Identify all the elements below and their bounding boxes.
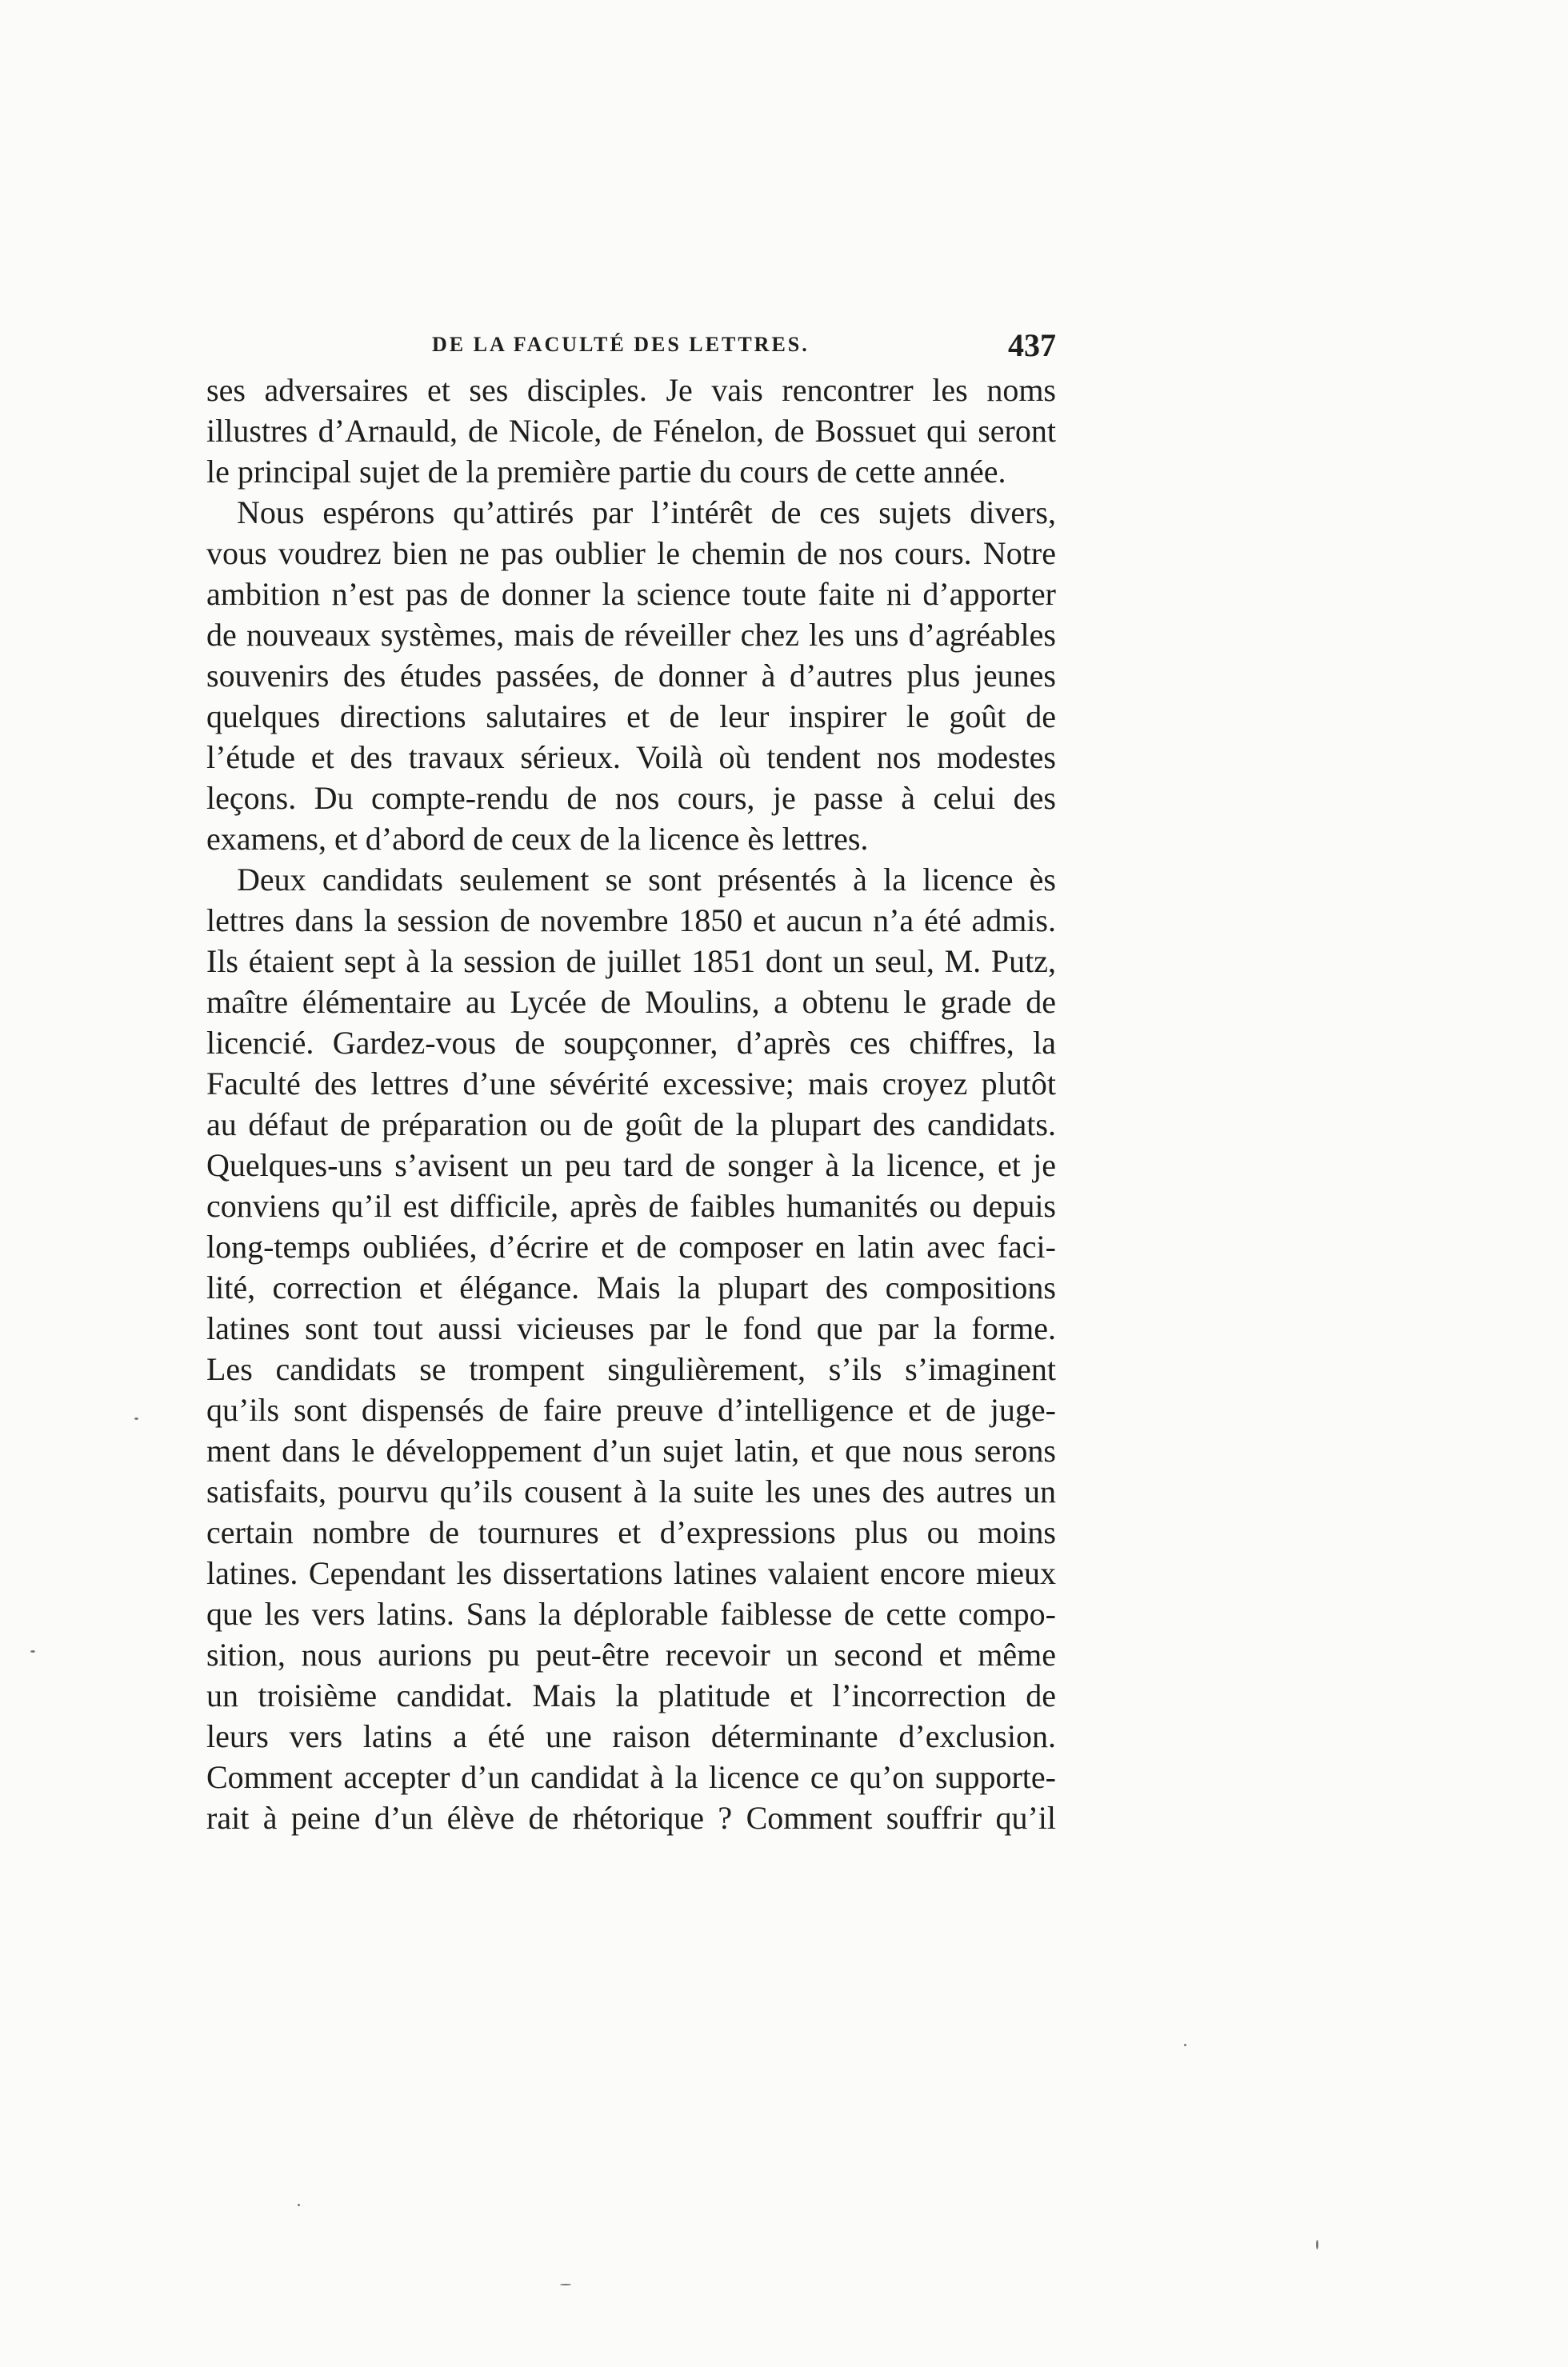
- text-line: rait à peine d’un élève de rhétorique ? Comment souffrir qu’il: [206, 1800, 1056, 1836]
- paper-speck: [1316, 2240, 1318, 2249]
- text-line: licencié. Gardez-vous de soupçonner, d’après ces chiffres, la: [206, 1025, 1056, 1061]
- text-line: Les candidats se trompent singulièrement, s’ils s’imaginent: [206, 1351, 1056, 1387]
- text-line: l’étude et des travaux sérieux. Voilà où tendent nos modestes: [206, 739, 1056, 775]
- paper-speck: [560, 2284, 571, 2285]
- text-line: ment dans le développement d’un sujet latin, et que nous serons: [206, 1433, 1056, 1469]
- text-line: souvenirs des études passées, de donner à d’autres plus jeunes: [206, 658, 1056, 694]
- text-line: ambition n’est pas de donner la science toute faite ni d’apporter: [206, 576, 1056, 612]
- page-number: 437: [1008, 327, 1056, 363]
- text-line: que les vers latins. Sans la déplorable faiblesse de cette compo-: [206, 1596, 1056, 1632]
- text-line: examens, et d’abord de ceux de la licence ès lettres.: [206, 821, 869, 857]
- paper-speck: [1184, 2044, 1186, 2046]
- text-line: quelques directions salutaires et de leur inspirer le goût de: [206, 698, 1056, 734]
- text-line: lettres dans la session de novembre 1850 et aucun n’a été admis.: [206, 902, 1056, 938]
- text-line: Deux candidats seulement se sont présentés à la licence ès: [237, 862, 1056, 898]
- text-line: un troisième candidat. Mais la platitude et l’incorrection de: [206, 1677, 1056, 1713]
- paper-speck: [30, 1650, 35, 1653]
- text-line: lité, correction et élégance. Mais la plupart des compositions: [206, 1269, 1056, 1305]
- text-line: Ils étaient sept à la session de juillet 1851 dont un seul, M. Putz,: [206, 943, 1056, 979]
- text-line: ses adversaires et ses disciples. Je vais rencontrer les noms: [206, 372, 1056, 408]
- text-line: maître élémentaire au Lycée de Moulins, a obtenu le grade de: [206, 984, 1056, 1020]
- text-line: leçons. Du compte-rendu de nos cours, je passe à celui des: [206, 780, 1056, 816]
- paper-speck: [134, 1417, 138, 1420]
- text-line: latines sont tout aussi vicieuses par le fond que par la forme.: [206, 1310, 1056, 1346]
- text-line: long-temps oubliées, d’écrire et de composer en latin avec faci-: [206, 1229, 1056, 1265]
- text-line: de nouveaux systèmes, mais de réveiller chez les uns d’agréables: [206, 617, 1056, 653]
- text-line: leurs vers latins a été une raison déterminante d’exclusion.: [206, 1718, 1056, 1754]
- body-text: [206, 370, 1056, 1838]
- text-line: sition, nous aurions pu peut-être recevoir un second et même: [206, 1637, 1056, 1673]
- text-line: certain nombre de tournures et d’expressions plus ou moins: [206, 1514, 1056, 1550]
- text-line: satisfaits, pourvu qu’ils cousent à la suite les unes des autres un: [206, 1473, 1056, 1509]
- text-line: Comment accepter d’un candidat à la licence ce qu’on supporte-: [206, 1759, 1056, 1795]
- text-line: conviens qu’il est difficile, après de faibles humanités ou depuis: [206, 1188, 1056, 1224]
- paper-speck: [298, 2204, 300, 2206]
- running-header: [424, 326, 1056, 363]
- text-line: illustres d’Arnauld, de Nicole, de Fénelon, de Bossuet qui seront: [206, 413, 1056, 449]
- text-line: le principal sujet de la première partie du cours de cette année.: [206, 454, 1006, 490]
- text-line: Quelques-uns s’avisent un peu tard de songer à la licence, et je: [206, 1147, 1056, 1183]
- text-line: au défaut de préparation ou de goût de la plupart des candidats.: [206, 1106, 1056, 1142]
- text-line: Nous espérons qu’attirés par l’intérêt de ces sujets divers,: [237, 494, 1056, 530]
- text-line: qu’ils sont dispensés de faire preuve d’intelligence et de juge-: [206, 1392, 1056, 1428]
- text-line: latines. Cependant les dissertations latines valaient encore mieux: [206, 1555, 1056, 1591]
- text-line: Faculté des lettres d’une sévérité excessive; mais croyez plutôt: [206, 1066, 1056, 1102]
- running-title: DE LA FACULTÉ DES LETTRES.: [432, 333, 810, 356]
- text-line: vous voudrez bien ne pas oublier le chemin de nos cours. Notre: [206, 535, 1056, 571]
